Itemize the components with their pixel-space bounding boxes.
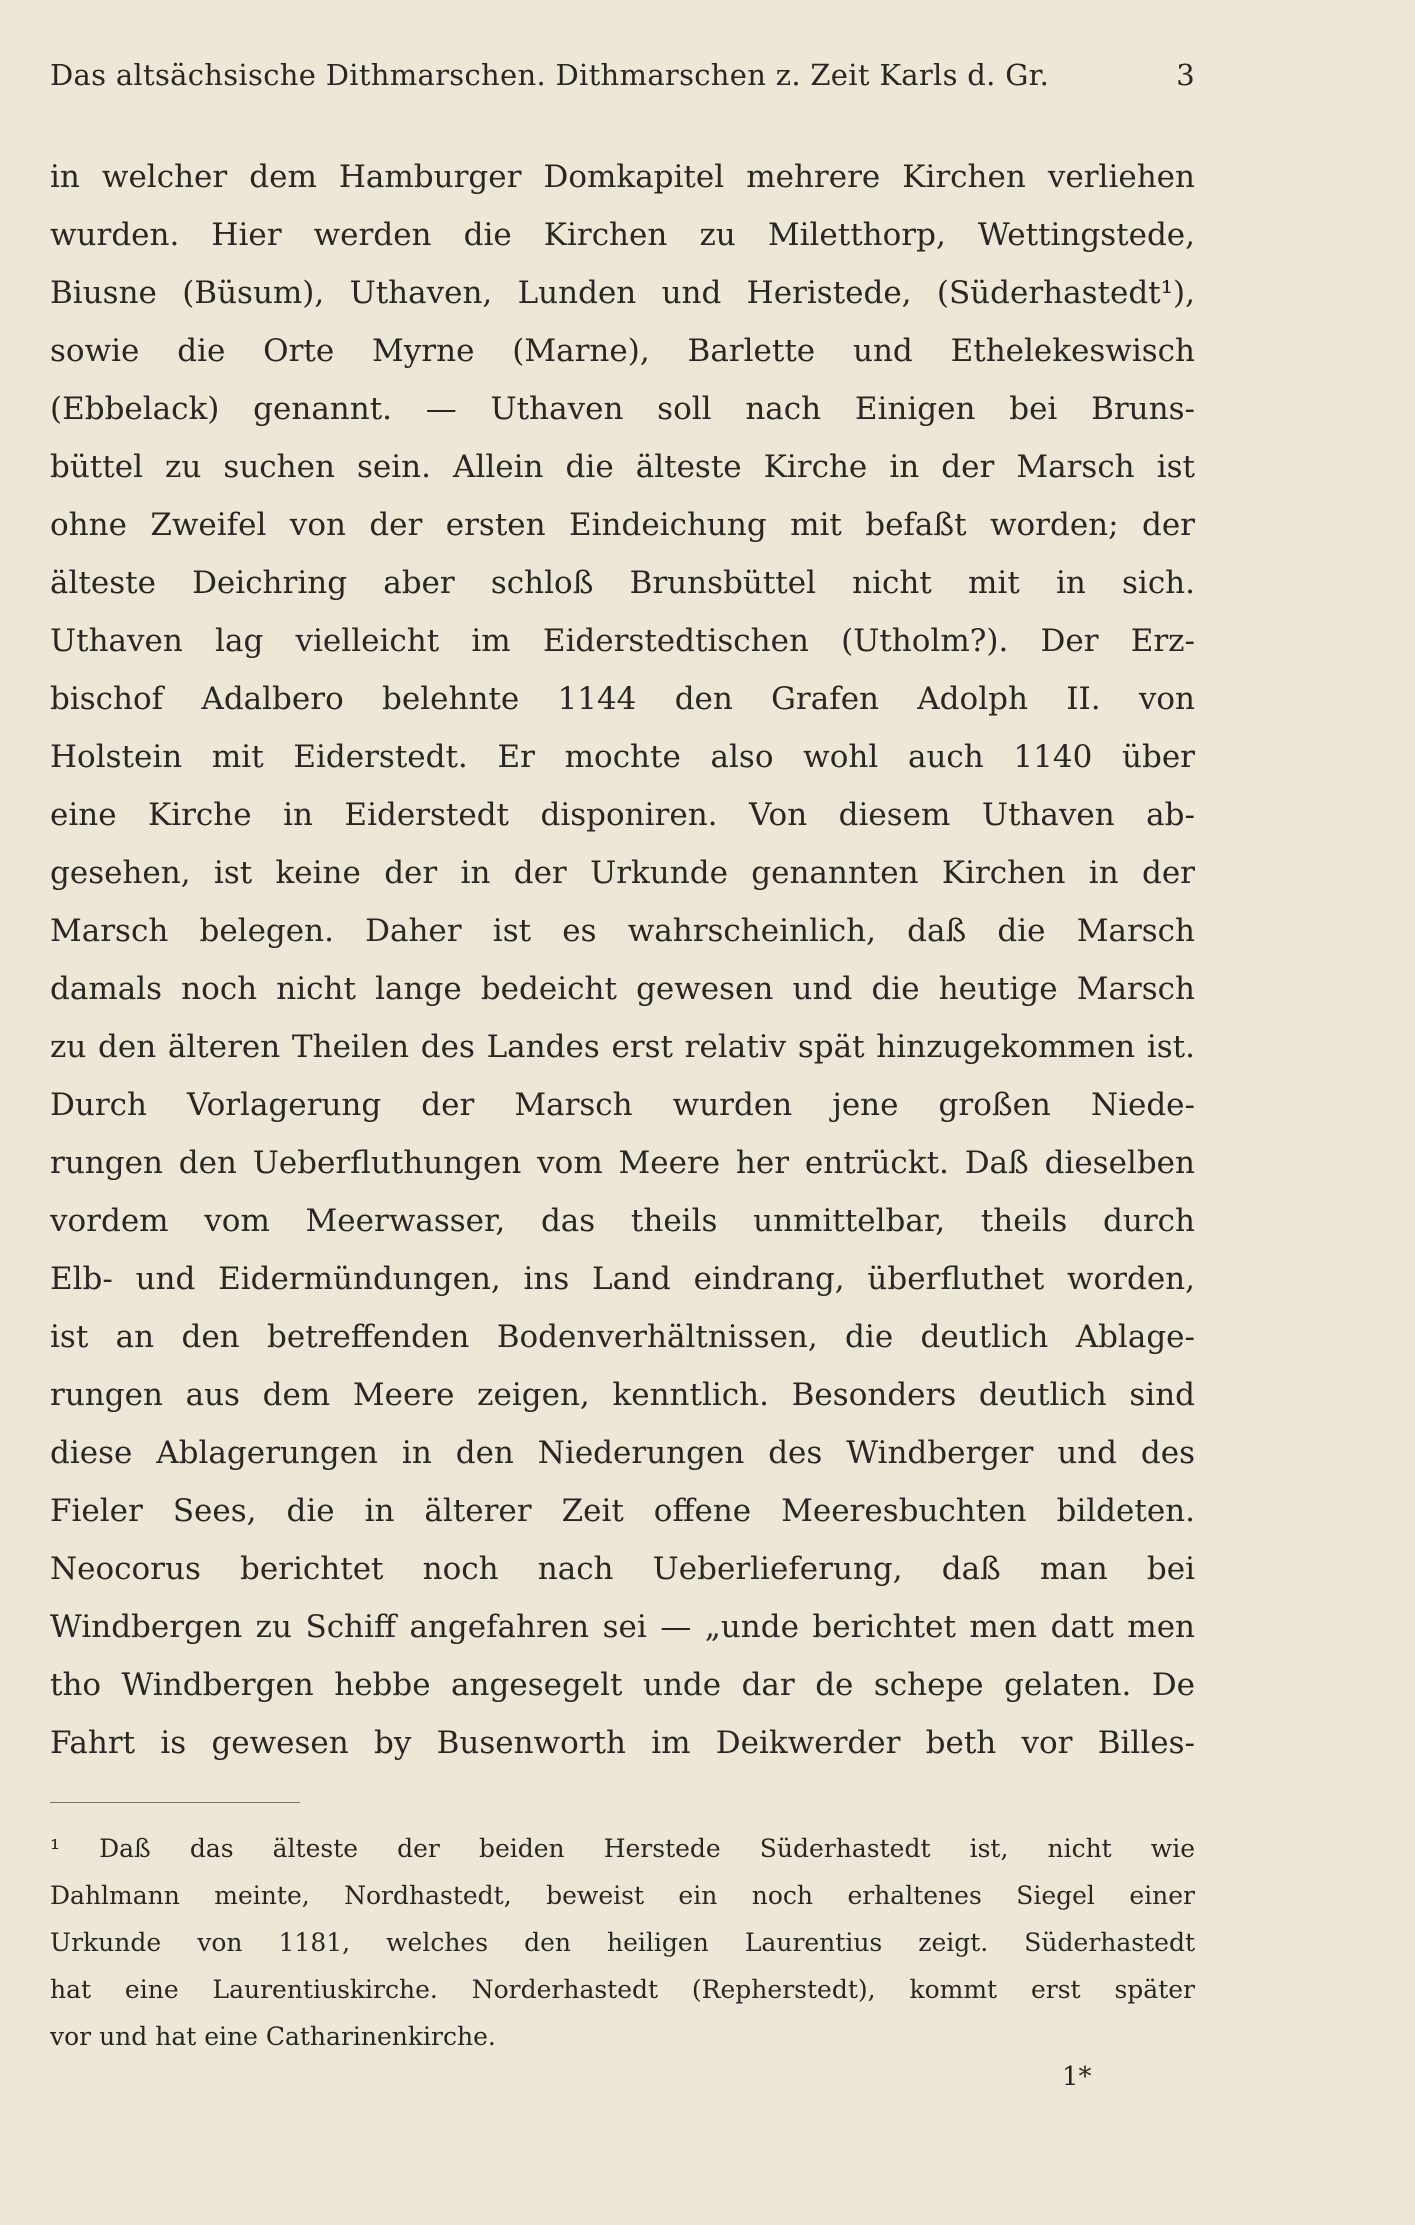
- text-line: Elb- und Eidermündungen, ins Land eindrang, überfluthet worden,: [50, 1261, 1195, 1297]
- signature-mark: 1*: [1062, 2062, 1092, 2092]
- text-line: diese Ablagerungen in den Niederungen des Windberger und des: [50, 1435, 1195, 1471]
- text-line: Holstein mit Eiderstedt. Er mochte also wohl auch 1140 über: [50, 739, 1195, 775]
- running-header-title: Das altsächsische Dithmarschen. Dithmarschen z. Zeit Karls d. Gr.: [50, 58, 1050, 92]
- footnote-line: hat eine Laurentiuskirche. Norderhastedt (Repherstedt), kommt erst später: [50, 1975, 1195, 2004]
- text-line: (Ebbelack) genannt. — Uthaven soll nach Einigen bei Bruns-: [50, 391, 1195, 427]
- text-line: Uthaven lag vielleicht im Eiderstedtischen (Utholm?). Der Erz-: [50, 623, 1195, 659]
- running-header: [50, 58, 1195, 106]
- footnote-line: ¹ Daß das älteste der beiden Herstede Süderhastedt ist, nicht wie: [50, 1834, 1195, 1863]
- text-line: tho Windbergen hebbe angesegelt unde dar de schepe gelaten. De: [50, 1667, 1195, 1703]
- text-line: sowie die Orte Myrne (Marne), Barlette und Ethelekeswisch: [50, 333, 1195, 369]
- footnote-line: Dahlmann meinte, Nordhastedt, beweist ein noch erhaltenes Siegel einer: [50, 1881, 1195, 1910]
- text-line: Fieler Sees, die in älterer Zeit offene Meeresbuchten bildeten.: [50, 1493, 1195, 1529]
- text-line: bischof Adalbero belehnte 1144 den Grafen Adolph II. von: [50, 681, 1195, 717]
- text-line: eine Kirche in Eiderstedt disponiren. Von diesem Uthaven ab-: [50, 797, 1195, 833]
- text-line: rungen aus dem Meere zeigen, kenntlich. Besonders deutlich sind: [50, 1377, 1195, 1413]
- text-line: älteste Deichring aber schloß Brunsbüttel nicht mit in sich.: [50, 565, 1195, 601]
- text-line: büttel zu suchen sein. Allein die älteste Kirche in der Marsch ist: [50, 449, 1195, 485]
- text-line: vordem vom Meerwasser, das theils unmittelbar, theils durch: [50, 1203, 1195, 1239]
- footnote-divider: [50, 1802, 300, 1803]
- footnote-line: Urkunde von 1181, welches den heiligen Laurentius zeigt. Süderhastedt: [50, 1928, 1195, 1957]
- text-line: Windbergen zu Schiff angefahren sei — „unde berichtet men datt men: [50, 1609, 1195, 1645]
- text-line: zu den älteren Theilen des Landes erst relativ spät hinzugekommen ist.: [50, 1029, 1195, 1065]
- text-line: damals noch nicht lange bedeicht gewesen und die heutige Marsch: [50, 971, 1195, 1007]
- text-line: rungen den Ueberfluthungen vom Meere her entrückt. Daß dieselben: [50, 1145, 1195, 1181]
- footnote-line: vor und hat eine Catharinenkirche.: [50, 2022, 496, 2051]
- text-line: wurden. Hier werden die Kirchen zu Miletthorp, Wettingstede,: [50, 217, 1195, 253]
- body-text: [50, 148, 1195, 1772]
- text-line: in welcher dem Hamburger Domkapitel mehrere Kirchen verliehen: [50, 159, 1195, 195]
- text-line: Neocorus berichtet noch nach Ueberlieferung, daß man bei: [50, 1551, 1195, 1587]
- page-number: 3: [1176, 58, 1195, 92]
- text-line: gesehen, ist keine der in der Urkunde genannten Kirchen in der: [50, 855, 1195, 891]
- text-line: Marsch belegen. Daher ist es wahrscheinlich, daß die Marsch: [50, 913, 1195, 949]
- text-line: ohne Zweifel von der ersten Eindeichung mit befaßt worden; der: [50, 507, 1195, 543]
- text-line: ist an den betreffenden Bodenverhältnissen, die deutlich Ablage-: [50, 1319, 1195, 1355]
- text-line: Fahrt is gewesen by Busenworth im Deikwerder beth vor Billes-: [50, 1725, 1195, 1761]
- text-line: Biusne (Büsum), Uthaven, Lunden und Heristede, (Süderhastedt¹),: [50, 275, 1195, 311]
- text-line: Durch Vorlagerung der Marsch wurden jene großen Niede-: [50, 1087, 1195, 1123]
- footnotes: [50, 1825, 1195, 2060]
